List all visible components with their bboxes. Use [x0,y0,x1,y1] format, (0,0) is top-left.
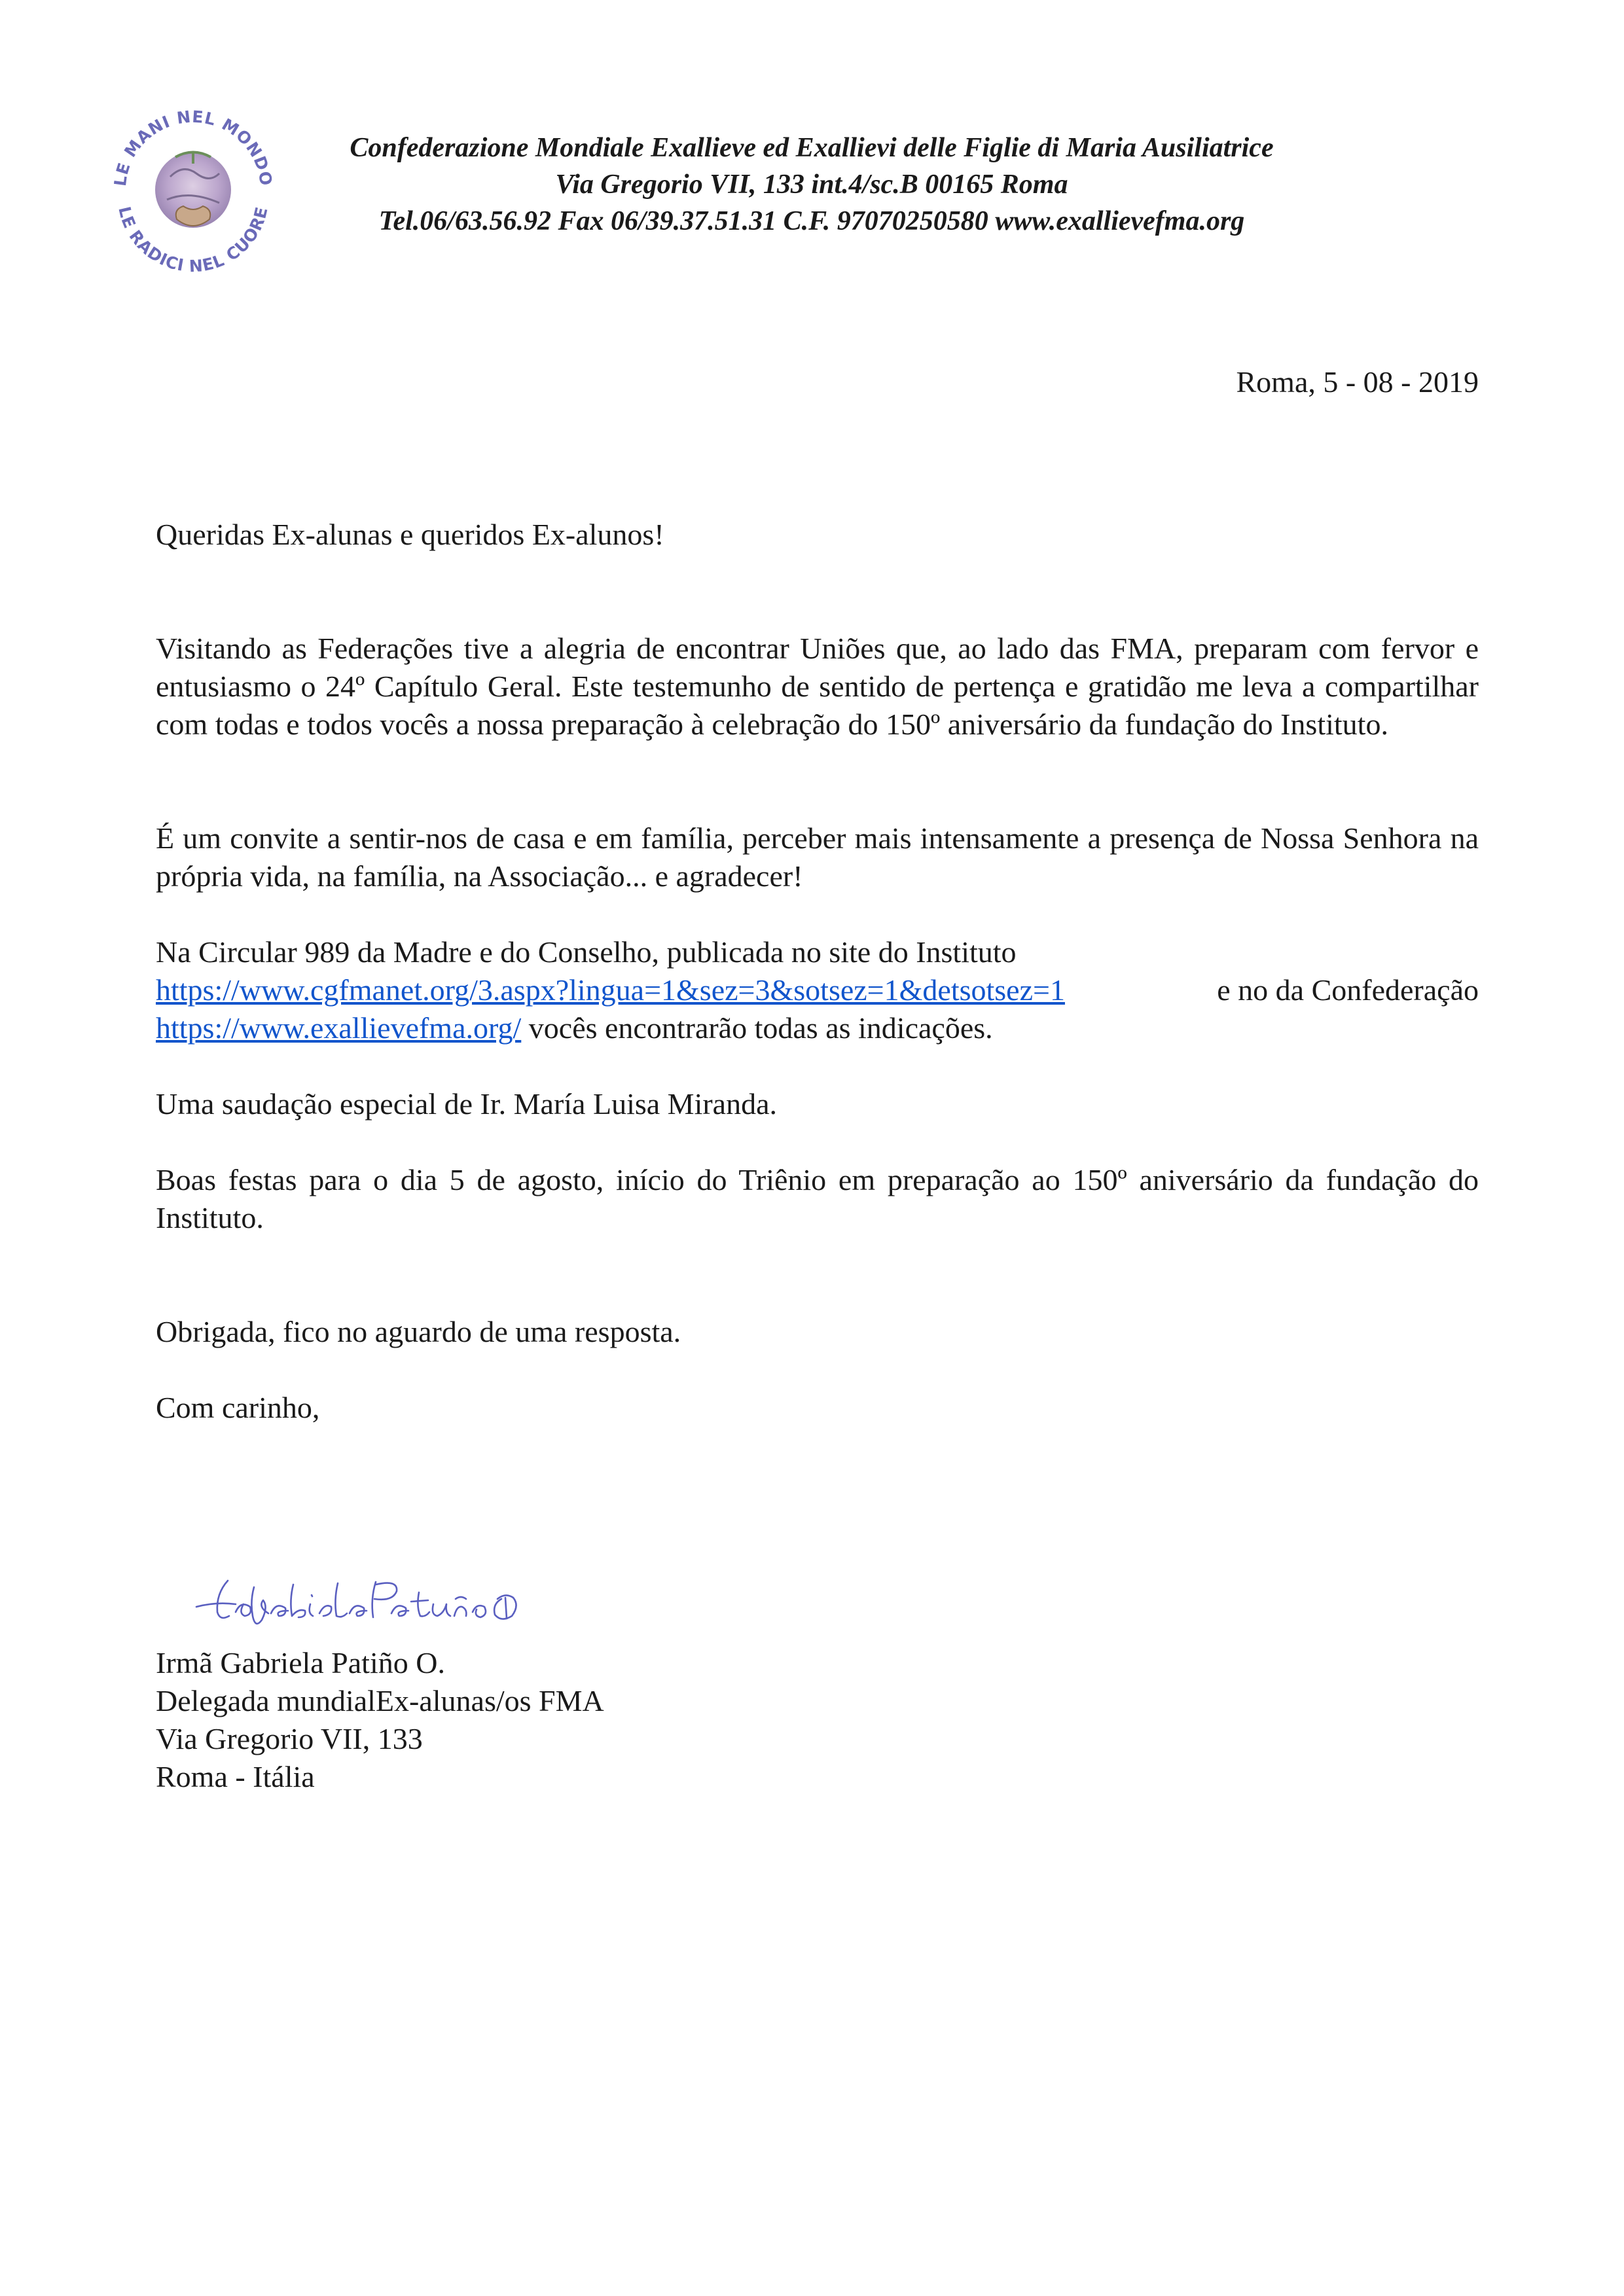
letterhead-contacts: Tel.06/63.56.92 Fax 06/39.37.51.31 C.F. 97070250580 www.exallievefma.org [378,206,1245,236]
closing-thanks: Obrigada, fico no aguardo de uma resposta. [156,1315,681,1348]
paragraph-circular [156,933,1479,1047]
signature-block [156,1644,604,1796]
paragraph-wishes: Boas festas para o dia 5 de agosto, início do Triênio em preparação ao 150º aniversário da fundação do Instituto. [156,1163,1479,1234]
handwritten-signature [190,1561,556,1636]
confederation-text: e no da Confederação [1217,973,1479,1007]
circular-last-line [156,1009,1479,1047]
logo-emblem-icon [98,92,288,281]
signer-role: Delegada mundialEx-alunas/os FMA [156,1684,604,1717]
greeting: Queridas Ex-alunas e queridos Ex-alunos! [156,518,664,551]
circular-link-line [156,971,1479,1009]
indications-text: vocês encontrarão todas as indicações. [528,1011,993,1045]
letterhead-organization: Confederazione Mondiale Exallieve ed Exallievi delle Figlie di Maria Ausiliatrice [350,133,1274,163]
signer-address: Via Gregorio VII, 133 [156,1722,423,1755]
cgfmanet-link[interactable]: https://www.cgfmanet.org/3.aspx?lingua=1&sez=3&sotsez=1&detsotsez=1 [156,973,1065,1007]
closing-regards: Com carinho, [156,1391,320,1424]
confederation-logo [98,92,288,281]
letter-date: Roma, 5 - 08 - 2019 [1236,365,1479,399]
circular-line: Na Circular 989 da Madre e do Conselho, publicada no site do Instituto [156,935,1017,969]
paragraph-federations: Visitando as Federações tive a alegria de encontrar Uniões que, ao lado das FMA, preparam com fervor e entusiasmo o 24º Capítulo Geral. Este testemunho de sentido de pertença e gratidão me leva a compartilhar com todas e todos vocês a nossa preparação à celebração do 150º aniversário da fundação do Instituto. [156,632,1479,741]
signer-name: Irmã Gabriela Patiño O. [156,1646,445,1679]
letterhead [288,130,1335,240]
exallievefma-link[interactable]: https://www.exallievefma.org/ [156,1011,522,1045]
logo-bottom-text: LE RADICI NEL CUORE [115,204,272,276]
logo-top-text: LE MANI NEL MONDO [110,107,276,188]
paragraph-greeting-special: Uma saudação especial de Ir. María Luisa Miranda. [156,1087,777,1121]
paragraph-invitation: É um convite a sentir-nos de casa e em família, perceber mais intensamente a presença de Nossa Senhora na própria vida, na família, na Associação... e agradecer! [156,821,1479,893]
signer-city: Roma - Itália [156,1760,315,1793]
letterhead-address: Via Gregorio VII, 133 int.4/sc.B 00165 Roma [555,170,1068,200]
